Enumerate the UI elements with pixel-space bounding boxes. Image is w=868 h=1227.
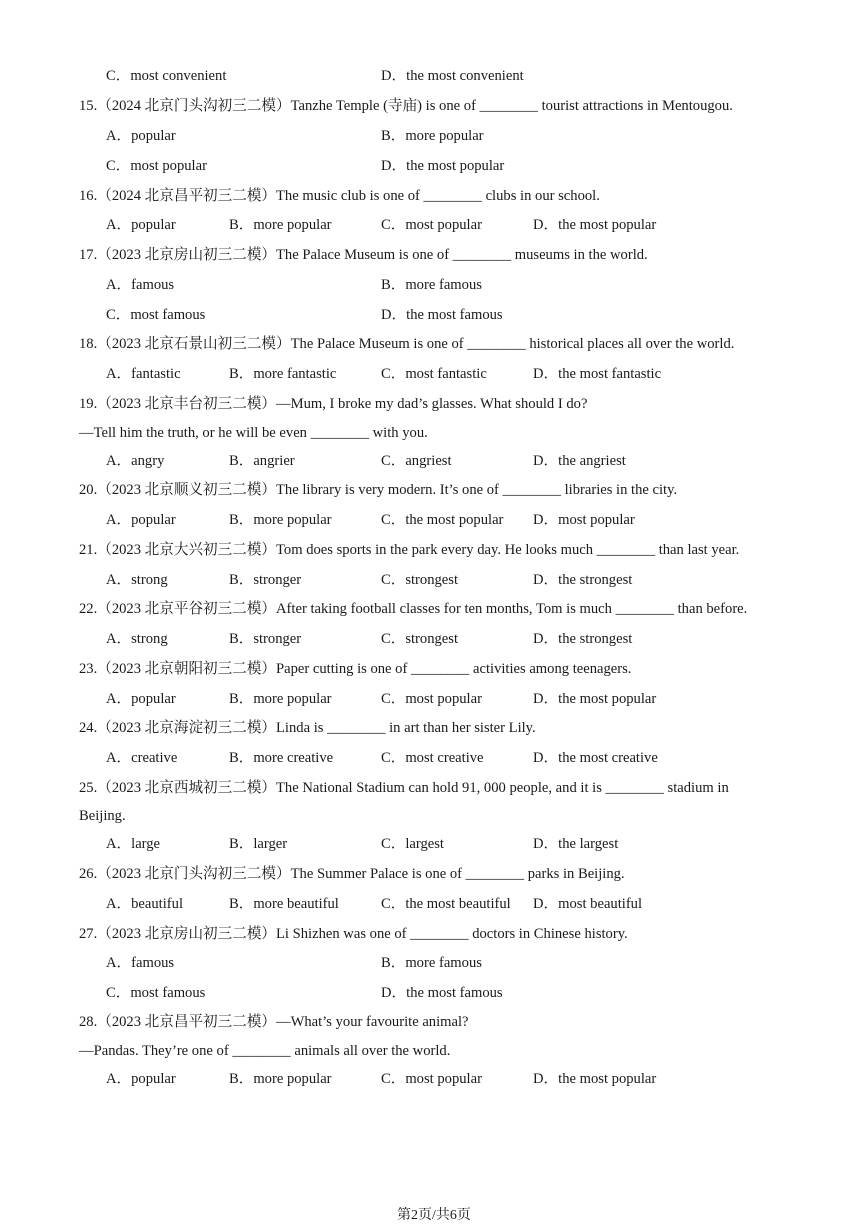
- answer-option: C．most popular: [106, 158, 207, 174]
- answer-option: B．more beautiful: [229, 896, 339, 912]
- answer-option: A．famous: [106, 955, 175, 971]
- answer-option: D．the most creative: [533, 750, 658, 766]
- answer-option: D．the most famous: [381, 307, 503, 323]
- answer-option: A．famous: [106, 277, 175, 293]
- answer-option: A．creative: [106, 750, 178, 766]
- answer-option: D．the strongest: [533, 572, 633, 588]
- answer-option: C．most popular: [381, 691, 482, 707]
- answer-option: D．most beautiful: [533, 896, 643, 912]
- answer-option: B．more fantastic: [229, 366, 337, 382]
- answer-option: C．the most popular: [381, 512, 504, 528]
- question-text: 28.（2023 北京昌平初三二模）—What’s your favourite animal?: [79, 1014, 469, 1030]
- answer-option: D．the most popular: [533, 691, 657, 707]
- answer-option: D．most popular: [533, 512, 635, 528]
- question-text: 16.（2024 北京昌平初三二模）The music club is one of ________ clubs in our school.: [79, 188, 600, 204]
- answer-option: C．largest: [381, 836, 444, 852]
- question-text: 18.（2023 北京石景山初三二模）The Palace Museum is one of ________ historical places all over the world.: [79, 336, 735, 352]
- question-text: 26.（2023 北京门头沟初三二模）The Summer Palace is one of ________ parks in Beijing.: [79, 866, 625, 882]
- answer-option: D．the angriest: [533, 453, 626, 469]
- answer-option: B．more popular: [229, 691, 332, 707]
- answer-option: A．popular: [106, 691, 176, 707]
- answer-option: C．most popular: [381, 1071, 482, 1087]
- answer-option: C．strongest: [381, 572, 459, 588]
- page-footer: 第2页/共6页: [397, 1208, 471, 1223]
- answer-option: B．angrier: [229, 453, 295, 469]
- question-text: 17.（2023 北京房山初三二模）The Palace Museum is one of ________ museums in the world.: [79, 247, 648, 263]
- answer-option: A．popular: [106, 217, 176, 233]
- answer-option: A．strong: [106, 631, 168, 647]
- answer-option: B．more popular: [229, 512, 332, 528]
- answer-option: D．the largest: [533, 836, 619, 852]
- question-text: 20.（2023 北京顺义初三二模）The library is very modern. It’s one of ________ libraries in the city.: [79, 482, 678, 498]
- answer-option: A．beautiful: [106, 896, 184, 912]
- answer-option: B．stronger: [229, 631, 302, 647]
- question-text: 27.（2023 北京房山初三二模）Li Shizhen was one of ________ doctors in Chinese history.: [79, 926, 628, 942]
- answer-option: C．most creative: [381, 750, 484, 766]
- answer-option: C．most fantastic: [381, 366, 487, 382]
- question-text: —Tell him the truth, or he will be even ________ with you.: [79, 425, 428, 441]
- answer-option: B．more creative: [229, 750, 334, 766]
- answer-option: C．most famous: [106, 985, 206, 1001]
- question-text: 19.（2023 北京丰台初三二模）—Mum, I broke my dad’s glasses. What should I do?: [79, 396, 588, 412]
- question-text: 22.（2023 北京平谷初三二模）After taking football classes for ten months, Tom is much ________ than before.: [79, 601, 748, 617]
- answer-option: A．popular: [106, 128, 176, 144]
- answer-option: C．most popular: [381, 217, 482, 233]
- answer-option: A．large: [106, 836, 161, 852]
- answer-option: D．the most famous: [381, 985, 503, 1001]
- answer-option: D．the most popular: [533, 217, 657, 233]
- answer-option: B．more famous: [381, 955, 482, 971]
- question-text: —Pandas. They’re one of ________ animals all over the world.: [79, 1043, 451, 1059]
- answer-option: D．the most convenient: [381, 68, 524, 84]
- answer-option: B．more popular: [381, 128, 484, 144]
- answer-option: A．strong: [106, 572, 168, 588]
- answer-option: B．more popular: [229, 217, 332, 233]
- answer-option: C．angriest: [381, 453, 452, 469]
- question-text: 21.（2023 北京大兴初三二模）Tom does sports in the park every day. He looks much ________ than last year.: [79, 542, 740, 558]
- answer-option: C．most famous: [106, 307, 206, 323]
- answer-option: C．strongest: [381, 631, 459, 647]
- question-text: 24.（2023 北京海淀初三二模）Linda is ________ in art than her sister Lily.: [79, 720, 536, 736]
- answer-option: B．more famous: [381, 277, 482, 293]
- question-text: Beijing.: [79, 808, 126, 824]
- answer-option: D．the most fantastic: [533, 366, 662, 382]
- answer-option: A．fantastic: [106, 366, 181, 382]
- answer-option: B．larger: [229, 836, 288, 852]
- question-text: 23.（2023 北京朝阳初三二模）Paper cutting is one of ________ activities among teenagers.: [79, 661, 632, 677]
- answer-option: D．the most popular: [381, 158, 505, 174]
- answer-option: C．the most beautiful: [381, 896, 511, 912]
- answer-option: D．the most popular: [533, 1071, 657, 1087]
- answer-option: C．most convenient: [106, 68, 227, 84]
- answer-option: B．stronger: [229, 572, 302, 588]
- question-text: 25.（2023 北京西城初三二模）The National Stadium can hold 91, 000 people, and it is ________ stadium in: [79, 780, 729, 796]
- answer-option: A．angry: [106, 453, 165, 469]
- question-text: 15.（2024 北京门头沟初三二模）Tanzhe Temple (寺庙) is one of ________ tourist attractions in Mentougou.: [79, 98, 733, 114]
- answer-option: D．the strongest: [533, 631, 633, 647]
- answer-option: A．popular: [106, 512, 176, 528]
- answer-option: A．popular: [106, 1071, 176, 1087]
- answer-option: B．more popular: [229, 1071, 332, 1087]
